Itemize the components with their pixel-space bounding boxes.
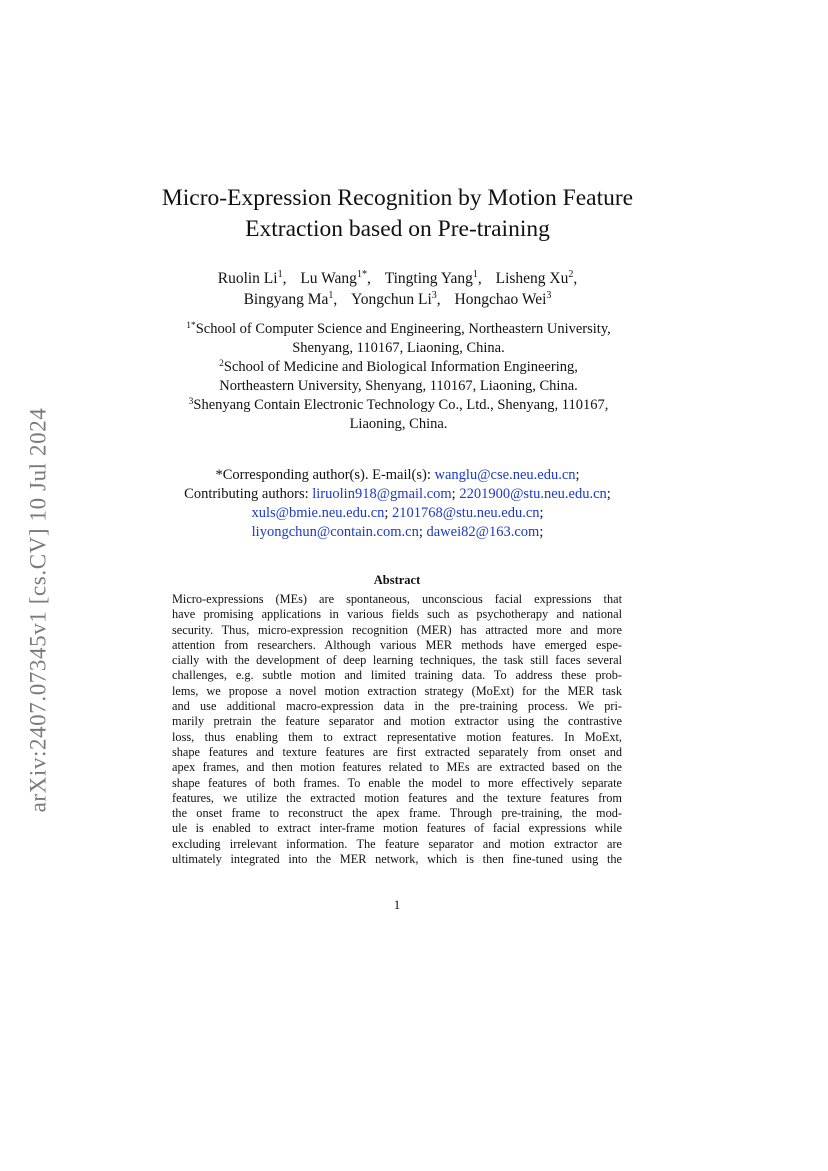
author: Lu Wang$^{1*}$, [300,269,371,287]
abstract-line: cially with the development of deep learning techniques, the task still faces several [172,653,622,668]
abstract-heading: Abstract [373,573,421,587]
contributing-authors-line: liyongchun@contain.com.cn; dawei82@163.com; [251,524,544,540]
abstract-line: the onset frame to reconstruct the apex frame. Through pre-training, the mod- [172,806,622,821]
email-link[interactable]: xuls@bmie.neu.edu.cn [251,505,385,521]
abstract-line: security. Thus, micro-expression recognition (MER) has attracted more and more [172,622,622,637]
title-line-2: Extraction based on Pre-training [245,216,550,242]
contact-block [130,466,665,542]
corresponding-author-line: *Corresponding author(s). E-mail(s): wanglu@cse.neu.edu.cn; [215,467,580,483]
affiliation: Liaoning, China. [349,416,448,432]
author: Tingting Yang$^1$, [384,269,482,287]
email-link[interactable]: 2201900@stu.neu.edu.cn [459,486,607,502]
email-link[interactable]: wanglu@cse.neu.edu.cn [434,467,576,483]
email-link[interactable]: liruolin918@gmail.com [312,486,452,502]
author: Bingyang Ma$^1$, [243,290,338,308]
abstract-line: shape features and texture features are first extracted separately from onset and [172,744,622,759]
author: Hongchao Wei$^3$ [454,290,552,308]
contributing-authors-line: xuls@bmie.neu.edu.cn; 2101768@stu.neu.edu.cn; [251,505,544,521]
arxiv-identifier-text: arXiv:2407.07345v1 [cs.CV] 10 Jul 2024 [25,407,51,813]
email-link[interactable]: 2101768@stu.neu.edu.cn [392,505,540,521]
abstract-line: shape features of both frames. To enable the model to more effectively separate [172,775,622,790]
email-link[interactable]: liyongchun@contain.com.cn [251,524,419,540]
abstract-line: apex frames, and then motion features related to MEs are extracted based on the [172,760,622,775]
author: Yongchun Li$^3$, [351,290,441,308]
abstract-line: have promising applications in various fields such as psychotherapy and national [172,607,622,622]
author-list [130,268,665,310]
abstract-line: features, we utilize the extracted motion features and the texture features from [172,790,622,805]
affiliation: Northeastern University, Shenyang, 110167, Liaoning, China. [219,378,578,394]
abstract-line: marily pretrain the feature separator and motion extractor using the contrastive [172,714,622,729]
page-number: 1 [393,897,401,912]
affiliation: $^{1*}$School of Computer Science and Engineering, Northeastern University, [186,321,611,337]
author: Lisheng Xu$^2$, [495,269,578,287]
affiliation-list [150,320,647,434]
affiliation: Shenyang, 110167, Liaoning, China. [292,340,505,356]
title-line-1: Micro-Expression Recognition by Motion Feature [161,185,634,211]
abstract-line: Micro-expressions (MEs) are spontaneous, unconscious facial expressions that [172,592,622,606]
author-line-1 [130,268,665,289]
email-link[interactable]: dawei82@163.com [426,524,540,540]
abstract-line: attention from researchers. Although various MER methods have emerged espe- [172,637,622,652]
abstract-line: and use additional macro-expression data in the pre-training process. We pri- [172,699,622,714]
abstract-line: loss, thus enabling them to extract representative motion features. In MoExt, [172,729,622,744]
author-line-2 [130,289,665,310]
abstract-line: excluding irrelevant information. The feature separator and motion extractor are [172,836,622,851]
arxiv-identifier [24,370,52,850]
affiliation: $^2$School of Medicine and Biological Information Engineering, [219,359,578,375]
author: Ruolin Li$^1$, [217,269,287,287]
abstract-line: challenges, e.g. subtle motion and limited training data. To address these prob- [172,668,622,683]
abstract-line: lems, we propose a novel motion extraction strategy (MoExt) for the MER task [172,683,622,698]
abstract-line: ule is enabled to extract inter-frame motion features of facial expressions while [172,821,622,836]
paper-title [140,183,655,245]
abstract-body [172,592,622,867]
contributing-authors-line: Contributing authors: liruolin918@gmail.com; 2201900@stu.neu.edu.cn; [184,486,611,502]
abstract-line: ultimately integrated into the MER network, which is then fine-tuned using the [172,852,622,867]
affiliation: $^3$Shenyang Contain Electronic Technology Co., Ltd., Shenyang, 110167, [188,397,609,413]
